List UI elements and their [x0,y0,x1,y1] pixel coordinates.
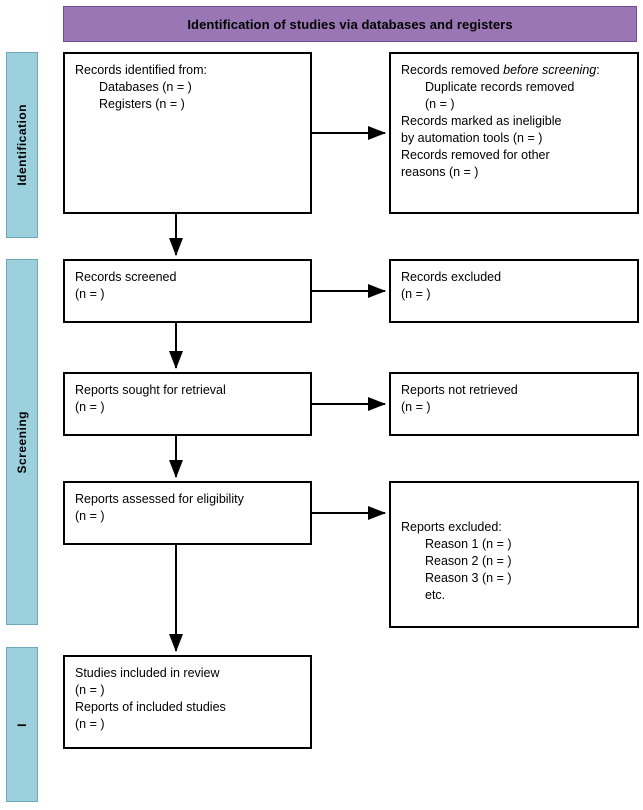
records-removed-line-6: Records removed for other [401,148,550,162]
studies-included-line-2: (n = ) [75,683,105,697]
records-identified-line-2: Databases (n = ) [99,80,192,94]
reports-excluded-line-2: Reason 1 (n = ) [425,537,512,551]
stage-label-included [6,647,38,802]
records-removed-line-7: reasons (n = ) [401,165,479,179]
reports-excluded-line-1: Reports excluded: [401,520,502,534]
box-records-screened [63,259,312,323]
box-records-removed [389,52,639,214]
reports-not-retrieved-line-1: Reports not retrieved [401,383,518,397]
studies-included-line-4: (n = ) [75,717,105,731]
records-removed-line-3: (n = ) [425,97,455,111]
records-excluded-line-1: Records excluded [401,270,502,284]
records-screened-line-2: (n = ) [75,287,105,301]
records-identified-line-3: Registers (n = ) [99,97,185,111]
stage-label-identification-text: Identification [15,104,29,186]
records-removed-heading-c: : [596,63,600,77]
reports-excluded-line-4: Reason 3 (n = ) [425,571,512,585]
records-removed-heading-a: Records removed [401,63,504,77]
reports-excluded-line-3: Reason 2 (n = ) [425,554,512,568]
reports-not-retrieved-line-2: (n = ) [401,400,431,414]
box-reports-assessed [63,481,312,545]
records-removed-line-2: Duplicate records removed [425,80,575,94]
box-reports-not-retrieved [389,372,639,436]
reports-sought-line-2: (n = ) [75,400,105,414]
records-removed-line-4: Records marked as ineligible [401,114,562,128]
diagram-header [63,6,637,42]
studies-included-line-1: Studies included in review [75,666,220,680]
reports-assessed-line-2: (n = ) [75,509,105,523]
stage-label-screening-text: Screening [15,410,29,474]
stage-label-included-text: I [15,722,29,727]
box-studies-included [63,655,312,749]
records-removed-heading [401,62,627,79]
box-reports-sought [63,372,312,436]
records-removed-line-5: by automation tools (n = ) [401,131,543,145]
records-screened-line-1: Records screened [75,270,177,284]
records-removed-heading-b: before screening [503,63,597,77]
page-title: Identification of studies via databases and registers [187,16,513,32]
reports-excluded-line-5: etc. [425,588,446,602]
box-records-identified [63,52,312,214]
box-records-excluded [389,259,639,323]
stage-label-identification [6,52,38,238]
box-reports-excluded [389,481,639,628]
stage-label-screening [6,259,38,625]
records-identified-line-1: Records identified from: [75,63,208,77]
reports-assessed-line-1: Reports assessed for eligibility [75,492,244,506]
studies-included-line-3: Reports of included studies [75,700,226,714]
reports-sought-line-1: Reports sought for retrieval [75,383,226,397]
records-excluded-line-2: (n = ) [401,287,431,301]
